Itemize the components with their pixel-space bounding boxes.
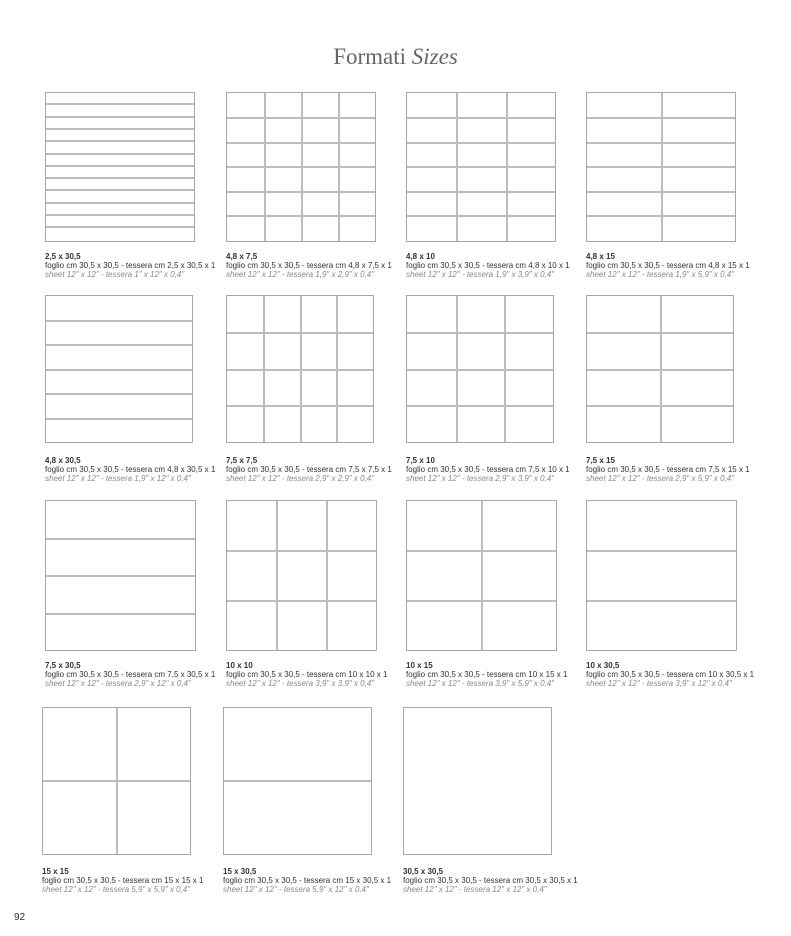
format-desc-en: sheet 12" x 12" - tessera 1,9" x 5,9" x 0,4": [586, 270, 735, 279]
format-desc-it: foglio cm 30,5 x 30,5 - tessera cm 10 x 10 x 1: [226, 670, 388, 679]
format-desc-it: foglio cm 30,5 x 30,5 - tessera cm 2,5 x 30,5 x 1: [45, 261, 216, 270]
tile-sheet-diagram: [586, 295, 734, 443]
format-name: 4,8 x 15: [586, 252, 615, 261]
format-desc-it: foglio cm 30,5 x 30,5 - tessera cm 7,5 x 10 x 1: [406, 465, 570, 474]
title-italic: Sizes: [411, 44, 458, 69]
tile-sheet-diagram: [42, 707, 191, 855]
format-name: 4,8 x 30,5: [45, 456, 81, 465]
format-name: 10 x 10: [226, 661, 253, 670]
format-caption: [586, 661, 786, 688]
format-caption: [406, 661, 606, 688]
format-name: 7,5 x 15: [586, 456, 615, 465]
tile-sheet-diagram: [406, 295, 554, 443]
format-desc-en: sheet 12" x 12" - tessera 2,9" x 5,9" x 0,4": [586, 474, 735, 483]
format-desc-it: foglio cm 30,5 x 30,5 - tessera cm 7,5 x 15 x 1: [586, 465, 750, 474]
format-desc-en: sheet 12" x 12" - tessera 1,9" x 12" x 0,4": [45, 474, 191, 483]
format-desc-it: foglio cm 30,5 x 30,5 - tessera cm 15 x 30,5 x 1: [223, 876, 392, 885]
format-caption: [226, 456, 426, 483]
format-name: 7,5 x 30,5: [45, 661, 81, 670]
tile-sheet-diagram: [403, 707, 552, 855]
format-desc-en: sheet 12" x 12" - tessera 5,9" x 12" x 0,4": [223, 885, 369, 894]
format-desc-en: sheet 12" x 12" - tessera 1" x 12" x 0,4": [45, 270, 185, 279]
format-name: 10 x 15: [406, 661, 433, 670]
format-caption: [586, 252, 786, 279]
tile-sheet-diagram: [226, 295, 374, 443]
page-number: 92: [14, 912, 26, 923]
format-caption: [223, 867, 423, 894]
format-desc-it: foglio cm 30,5 x 30,5 - tessera cm 4,8 x 10 x 1: [406, 261, 570, 270]
format-name: 2,5 x 30,5: [45, 252, 81, 261]
format-caption: [45, 252, 245, 279]
format-desc-it: foglio cm 30,5 x 30,5 - tessera cm 15 x 15 x 1: [42, 876, 204, 885]
tile-sheet-diagram: [226, 92, 376, 242]
format-desc-en: sheet 12" x 12" - tessera 3,9" x 12" x 0,4": [586, 679, 732, 688]
format-desc-it: foglio cm 30,5 x 30,5 - tessera cm 4,8 x 30,5 x 1: [45, 465, 216, 474]
format-desc-en: sheet 12" x 12" - tessera 12" x 12" x 0,4": [403, 885, 547, 894]
format-desc-en: sheet 12" x 12" - tessera 5,9" x 5,9" x 0,4": [42, 885, 191, 894]
format-name: 10 x 30,5: [586, 661, 620, 670]
format-caption: [45, 456, 245, 483]
tile-sheet-diagram: [406, 92, 556, 242]
format-name: 7,5 x 10: [406, 456, 435, 465]
format-name: 4,8 x 7,5: [226, 252, 258, 261]
tile-sheet-diagram: [223, 707, 372, 855]
format-desc-en: sheet 12" x 12" - tessera 2,9" x 3,9" x 0,4": [406, 474, 555, 483]
format-name: 15 x 30,5: [223, 867, 257, 876]
format-caption: [226, 252, 426, 279]
format-caption: [403, 867, 603, 894]
tile-sheet-diagram: [406, 500, 557, 651]
format-desc-en: sheet 12" x 12" - tessera 3,9" x 5,9" x 0,4": [406, 679, 555, 688]
tile-sheet-diagram: [45, 295, 193, 443]
format-desc-it: foglio cm 30,5 x 30,5 - tessera cm 4,8 x 15 x 1: [586, 261, 750, 270]
format-name: 30,5 x 30,5: [403, 867, 444, 876]
format-desc-it: foglio cm 30,5 x 30,5 - tessera cm 7,5 x 7,5 x 1: [226, 465, 392, 474]
page-title: [0, 44, 791, 70]
format-desc-en: sheet 12" x 12" - tessera 1,9" x 3,9" x 0,4": [406, 270, 555, 279]
format-name: 4,8 x 10: [406, 252, 435, 261]
format-desc-en: sheet 12" x 12" - tessera 3,9" x 3,9" x 0,4": [226, 679, 375, 688]
format-caption: [42, 867, 242, 894]
tile-sheet-diagram: [45, 500, 196, 651]
format-caption: [45, 661, 245, 688]
tile-sheet-diagram: [586, 500, 737, 651]
format-name: 15 x 15: [42, 867, 69, 876]
format-caption: [586, 456, 786, 483]
format-caption: [406, 456, 606, 483]
format-desc-en: sheet 12" x 12" - tessera 2,9" x 2,9" x 0,4": [226, 474, 375, 483]
format-desc-it: foglio cm 30,5 x 30,5 - tessera cm 30,5 x 30,5 x 1: [403, 876, 578, 885]
title-main: Formati: [333, 44, 407, 69]
format-desc-en: sheet 12" x 12" - tessera 1,9" x 2,9" x 0,4": [226, 270, 375, 279]
format-desc-it: foglio cm 30,5 x 30,5 - tessera cm 7,5 x 30,5 x 1: [45, 670, 216, 679]
format-caption: [406, 252, 606, 279]
format-desc-it: foglio cm 30,5 x 30,5 - tessera cm 10 x 15 x 1: [406, 670, 568, 679]
tile-sheet-diagram: [586, 92, 736, 242]
format-name: 7,5 x 7,5: [226, 456, 258, 465]
format-desc-en: sheet 12" x 12" - tessera 2,9" x 12" x 0,4": [45, 679, 191, 688]
format-caption: [226, 661, 426, 688]
format-desc-it: foglio cm 30,5 x 30,5 - tessera cm 4,8 x 7,5 x 1: [226, 261, 392, 270]
tile-sheet-diagram: [45, 92, 195, 242]
tile-sheet-diagram: [226, 500, 377, 651]
format-desc-it: foglio cm 30,5 x 30,5 - tessera cm 10 x 30,5 x 1: [586, 670, 755, 679]
